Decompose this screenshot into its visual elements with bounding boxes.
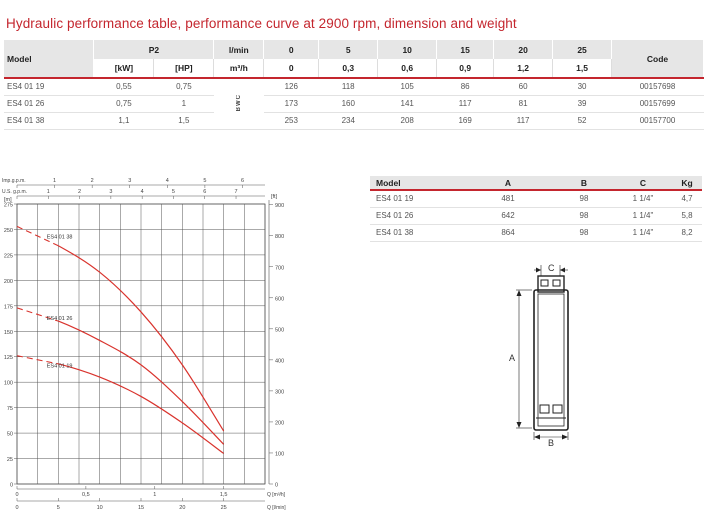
header-flow-m3h: m³/h <box>214 59 264 78</box>
cell-head: 52 <box>553 112 612 129</box>
x-tick-label-m3h: 1 <box>153 492 157 498</box>
bwc-cell <box>214 78 264 129</box>
cell-head: 253 <box>264 112 319 129</box>
cell-head: 169 <box>437 112 494 129</box>
arrow-head <box>534 435 540 440</box>
top-axis-imp-tick-label: 1 <box>53 178 57 184</box>
dim-c-label: C <box>548 263 555 273</box>
x-axis-label: Q [l/min] <box>267 505 286 511</box>
cell-model: ES4 01 38 <box>4 112 94 129</box>
y-tick-label: 200 <box>3 278 13 285</box>
cell-model: ES4 01 26 <box>4 95 94 112</box>
cell-head: 141 <box>378 95 437 112</box>
series-label: ES4 01 38 <box>46 234 73 241</box>
header-flow: 0 <box>264 40 319 59</box>
dim-b-label: B <box>548 438 555 447</box>
header-unit-kw: [kW] <box>94 59 154 78</box>
arrow-head <box>517 290 522 296</box>
y-tick-label: 25 <box>6 457 13 464</box>
top-axis-imp-tick-label: 2 <box>90 178 94 184</box>
right-tick-label: 200 <box>275 420 285 427</box>
header-flow: 15 <box>437 40 494 59</box>
y-tick-label: 0 <box>9 482 13 489</box>
cell-head: 126 <box>264 78 319 95</box>
y-tick-label: 225 <box>3 253 13 260</box>
x-tick-label: 10 <box>96 505 103 511</box>
cell-head: 117 <box>494 112 553 129</box>
y-tick-label: 125 <box>3 355 13 362</box>
dim-cell-c: 1 1/4" <box>614 190 672 207</box>
cell-head: 86 <box>437 78 494 95</box>
header-flow: 20 <box>494 40 553 59</box>
dim-header-b: B <box>554 176 614 190</box>
y-tick-label: 100 <box>3 380 13 387</box>
dim-cell-c: 1 1/4" <box>614 224 672 241</box>
cell-head: 234 <box>319 112 378 129</box>
header-flow-m3h-value: 1,2 <box>494 59 553 78</box>
table-row <box>4 78 704 95</box>
cell-head: 30 <box>553 78 612 95</box>
header-flow: 25 <box>553 40 612 59</box>
header-flow-m3h-value: 0,3 <box>319 59 378 78</box>
table-row <box>4 112 704 129</box>
top-axis-imp-label: Imp.g.p.m. <box>2 178 26 184</box>
right-tick-label: 700 <box>275 265 285 272</box>
dim-cell-b: 98 <box>554 224 614 241</box>
cell-head: 39 <box>553 95 612 112</box>
series-label: ES4 01 26 <box>46 315 73 322</box>
dim-header-a: A <box>462 176 554 190</box>
cell-kw: 1,1 <box>94 112 154 129</box>
cell-head: 60 <box>494 78 553 95</box>
header-flow: 10 <box>378 40 437 59</box>
dim-header-c: C <box>614 176 672 190</box>
series-label: ES4 01 19 <box>46 363 73 370</box>
pump-body <box>534 290 568 430</box>
x-tick-label-m3h: 0 <box>15 492 19 498</box>
header-flow-lmin: l/min <box>214 40 264 59</box>
dim-cell-b: 98 <box>554 190 614 207</box>
top-axis-imp-tick-label: 4 <box>165 178 169 184</box>
x-tick-label: 0 <box>15 505 19 511</box>
dim-cell-model: ES4 01 38 <box>370 224 462 241</box>
header-flow-m3h-value: 1,5 <box>553 59 612 78</box>
cell-head: 105 <box>378 78 437 95</box>
cell-hp: 0,75 <box>154 78 214 95</box>
table-row <box>370 224 702 241</box>
top-axis-us-tick-label: 1 <box>46 189 50 195</box>
table-row <box>370 190 702 207</box>
dim-cell-a: 481 <box>462 190 554 207</box>
arrow-head <box>517 422 522 428</box>
header-flow-m3h-value: 0,9 <box>437 59 494 78</box>
cell-hp: 1,5 <box>154 112 214 129</box>
header-unit-hp: [HP] <box>154 59 214 78</box>
top-axis-imp-tick-label: 6 <box>240 178 245 184</box>
right-tick-label: 0 <box>275 482 279 489</box>
cell-head: 117 <box>437 95 494 112</box>
table-row <box>4 95 704 112</box>
cell-code: 00157700 <box>612 112 704 129</box>
arrow-head <box>562 435 568 440</box>
y-tick-label: 250 <box>3 227 13 234</box>
right-tick-label: 900 <box>275 203 285 210</box>
dim-cell-kg: 5,8 <box>672 207 702 224</box>
dim-cell-a: 642 <box>462 207 554 224</box>
x-tick-label: 20 <box>179 505 186 511</box>
cell-head: 173 <box>264 95 319 112</box>
x-tick-label-m3h: 0,5 <box>82 492 90 498</box>
right-tick-label: 600 <box>275 296 285 303</box>
top-axis-imp-tick-label: 5 <box>203 178 207 184</box>
cell-kw: 0,55 <box>94 78 154 95</box>
cell-hp: 1 <box>154 95 214 112</box>
y-axis-label: [m] <box>4 197 12 203</box>
dim-cell-b: 98 <box>554 207 614 224</box>
pump-dimension-drawing <box>500 262 610 447</box>
dim-cell-a: 864 <box>462 224 554 241</box>
top-axis-us-tick-label: 5 <box>171 189 175 195</box>
dim-cell-model: ES4 01 19 <box>370 190 462 207</box>
right-tick-label: 400 <box>275 358 285 365</box>
arrow-head <box>560 268 565 273</box>
cell-code: 00157698 <box>612 78 704 95</box>
x-tick-label-m3h: 1,5 <box>219 492 228 498</box>
header-flow-m3h-value: 0,6 <box>378 59 437 78</box>
pump-outlet-port <box>541 280 548 286</box>
table-row <box>370 207 702 224</box>
dim-cell-kg: 8,2 <box>672 224 702 241</box>
dim-cell-model: ES4 01 26 <box>370 207 462 224</box>
cell-head: 208 <box>378 112 437 129</box>
pump-outlet-port <box>553 280 560 286</box>
header-p2: P2 <box>94 40 214 59</box>
bwc-label: BWC <box>235 94 242 112</box>
x-axis-label-m3h: Q [m³/h] <box>267 492 286 498</box>
top-axis-us-tick-label: 7 <box>234 189 238 195</box>
y-tick-label: 50 <box>6 431 13 438</box>
dim-a-label: A <box>509 353 516 363</box>
arrow-head <box>536 268 541 273</box>
right-axis-label: [ft] <box>271 194 278 200</box>
performance-table <box>4 40 704 130</box>
cell-head: 160 <box>319 95 378 112</box>
cell-kw: 0,75 <box>94 95 154 112</box>
pump-inlet-port <box>540 405 549 413</box>
top-axis-us-tick-label: 2 <box>78 189 82 195</box>
y-tick-label: 175 <box>3 304 13 311</box>
x-tick-label: 15 <box>137 505 145 511</box>
page-title: Hydraulic performance table, performance curve at 2900 rpm, dimension and weight <box>6 16 517 31</box>
right-tick-label: 100 <box>275 451 285 458</box>
dim-header-model: Model <box>370 176 462 190</box>
cell-head: 81 <box>494 95 553 112</box>
cell-head: 118 <box>319 78 378 95</box>
header-flow-m3h-value: 0 <box>264 59 319 78</box>
cell-model: ES4 01 19 <box>4 78 94 95</box>
top-axis-us-tick-label: 6 <box>203 189 207 195</box>
y-tick-label: 150 <box>3 329 13 336</box>
cell-code: 00157699 <box>612 95 704 112</box>
performance-curve-chart <box>0 174 305 514</box>
y-tick-label: 275 <box>3 202 13 209</box>
right-tick-label: 800 <box>275 234 285 241</box>
header-model: Model <box>4 40 94 78</box>
y-tick-label: 75 <box>6 406 13 413</box>
dim-header-kg: Kg <box>672 176 702 190</box>
right-tick-label: 500 <box>275 327 285 334</box>
pump-inlet-port <box>553 405 562 413</box>
top-axis-us-label: U.S. g.p.m. <box>2 189 28 195</box>
top-axis-us-tick-label: 3 <box>109 189 113 195</box>
x-tick-label: 5 <box>56 505 60 511</box>
top-axis-imp-tick-label: 3 <box>128 178 132 184</box>
dimension-table <box>370 176 702 242</box>
header-code: Code <box>612 40 704 78</box>
dim-cell-kg: 4,7 <box>672 190 702 207</box>
top-axis-us-tick-label: 4 <box>140 189 144 195</box>
pump-inner-body <box>538 294 564 426</box>
right-tick-label: 300 <box>275 389 285 396</box>
x-tick-label: 25 <box>220 505 227 511</box>
dim-cell-c: 1 1/4" <box>614 207 672 224</box>
header-flow: 5 <box>319 40 378 59</box>
